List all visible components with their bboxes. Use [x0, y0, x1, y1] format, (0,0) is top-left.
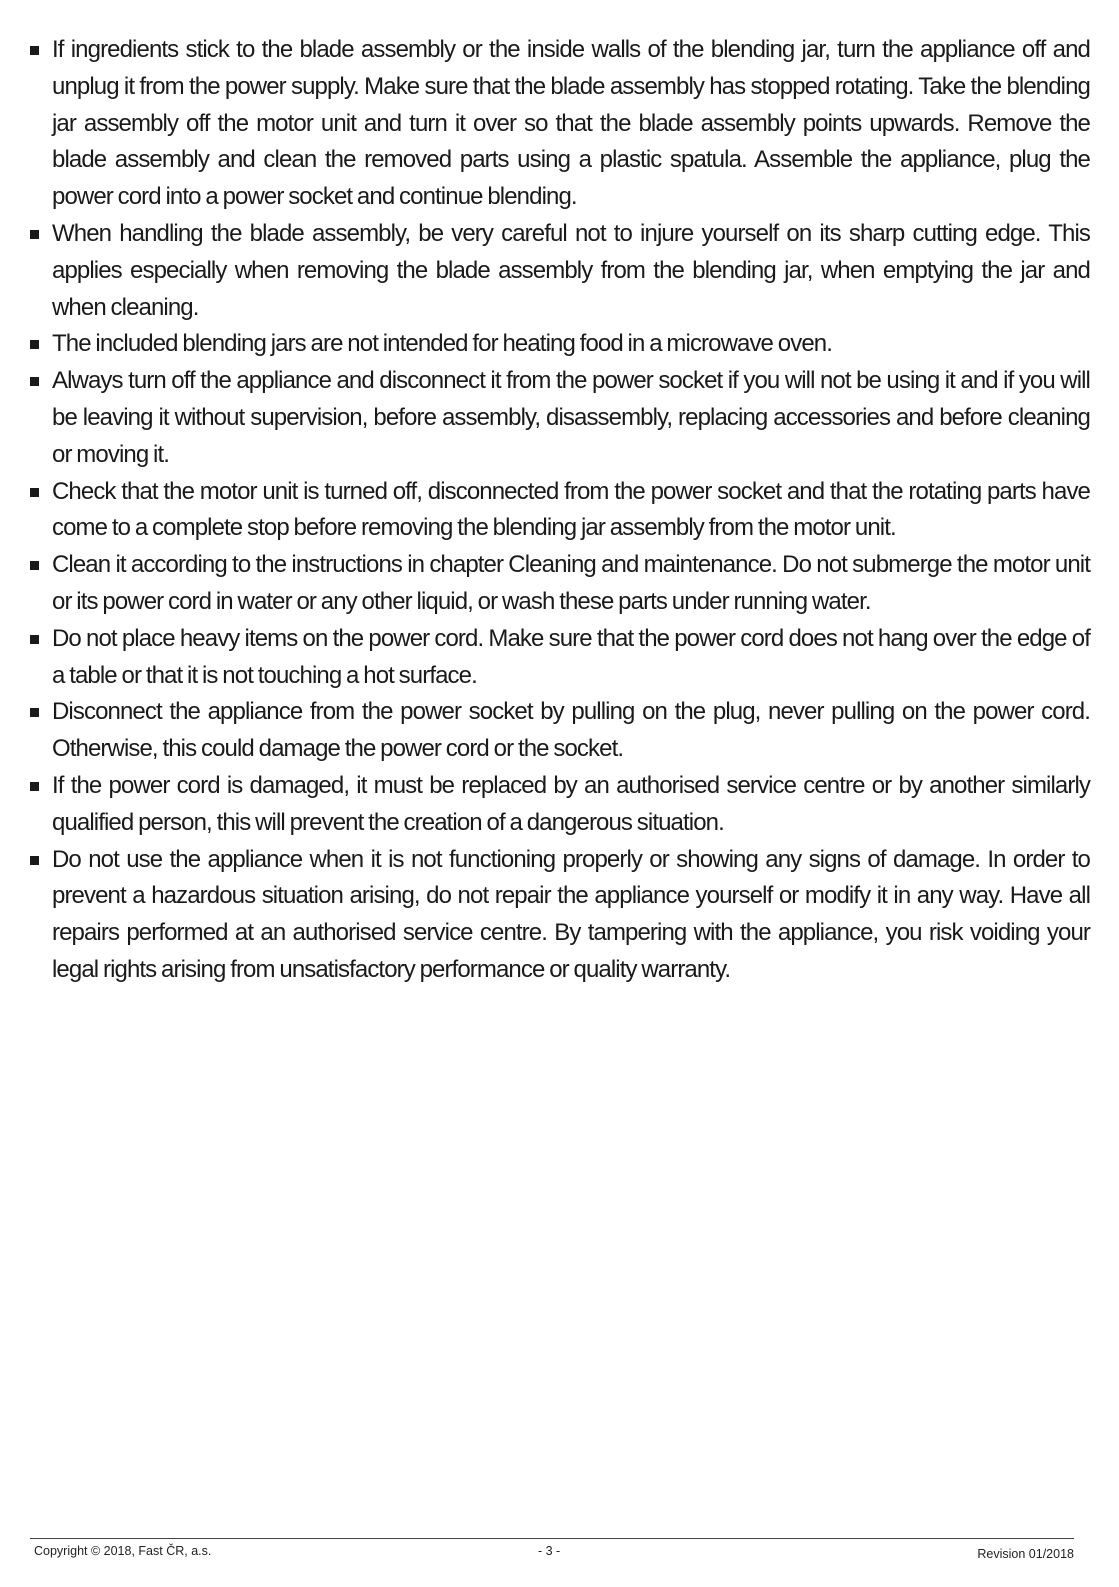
copyright-text: Copyright © 2018, Fast ČR, a.s. — [34, 1544, 212, 1558]
list-item-text: Always turn off the appliance and disconnect it from the power socket if you will not be using it and if you will be leaving it without supervision, before assembly, disassembly, replacing accessories and before cleaning or moving it. — [52, 367, 1090, 468]
revision-text: Revision 01/2018 — [977, 1547, 1074, 1561]
list-item — [30, 363, 1090, 473]
list-item — [30, 474, 1090, 548]
list-item-text: If the power cord is damaged, it must be replaced by an authorised service centre or by another similarly qualified person, this will prevent the creation of a dangerous situation. — [52, 771, 1090, 836]
square-bullet-icon — [30, 377, 39, 386]
list-item — [30, 842, 1090, 989]
square-bullet-icon — [30, 46, 39, 55]
square-bullet-icon — [30, 635, 39, 644]
list-item — [30, 216, 1090, 326]
square-bullet-icon — [30, 708, 39, 717]
list-item — [30, 326, 1090, 363]
list-item-text: Disconnect the appliance from the power socket by pulling on the plug, never pulling on the power cord. Otherwise, this could damage the power cord or the socket. — [52, 698, 1090, 763]
list-item — [30, 547, 1090, 621]
list-item — [30, 32, 1090, 216]
list-item-text: Do not use the appliance when it is not functioning properly or showing any signs of damage. In order to prevent a hazardous situation arising, do not repair the appliance yourself or modify it in any way. Have all repairs performed at an authorised service centre. By tampering with the appliance, you risk voiding your legal rights arising from unsatisfactory performance or quality warranty. — [52, 845, 1090, 983]
list-item-text: Clean it according to the instructions in chapter Cleaning and maintenance. Do not submerge the motor unit or its power cord in water or any other liquid, or wash these parts under running water. — [52, 551, 1090, 615]
square-bullet-icon — [30, 561, 39, 570]
list-item — [30, 768, 1090, 842]
page-number: - 3 - — [538, 1544, 561, 1558]
list-item — [30, 621, 1090, 695]
square-bullet-icon — [30, 782, 39, 791]
list-item-text: Check that the motor unit is turned off, disconnected from the power socket and that the rotating parts have come to a complete stop before removing the blending jar assembly from the motor unit. — [52, 477, 1090, 542]
square-bullet-icon — [30, 340, 39, 349]
safety-instructions — [30, 32, 1090, 989]
list-item-text: Do not place heavy items on the power cord. Make sure that the power cord does not hang over the edge of a table or that it is not touching a hot surface. — [52, 624, 1090, 689]
list-item-text: If ingredients stick to the blade assembly or the inside walls of the blending jar, turn the appliance off and unplug it from the power supply. Make sure that the blade assembly has stopped rotating. Take the blending jar assembly off the motor unit and turn it over so that the blade assembly points upwards. Remove the blade assembly and clean the removed parts using a plastic spatula. Assemble the appliance, plug the power cord into a power socket and continue blending. — [52, 36, 1090, 211]
bullet-list — [30, 32, 1090, 989]
list-item-text: When handling the blade assembly, be very careful not to injure yourself on its sharp cutting edge. This applies especially when removing the blade assembly from the blending jar, when emptying the jar and when cleaning. — [52, 219, 1090, 321]
square-bullet-icon — [30, 856, 39, 865]
list-item — [30, 694, 1090, 768]
page-footer — [30, 1538, 1074, 1561]
list-item-text: The included blending jars are not intended for heating food in a microwave oven. — [52, 330, 832, 358]
square-bullet-icon — [30, 230, 39, 239]
square-bullet-icon — [30, 488, 39, 497]
